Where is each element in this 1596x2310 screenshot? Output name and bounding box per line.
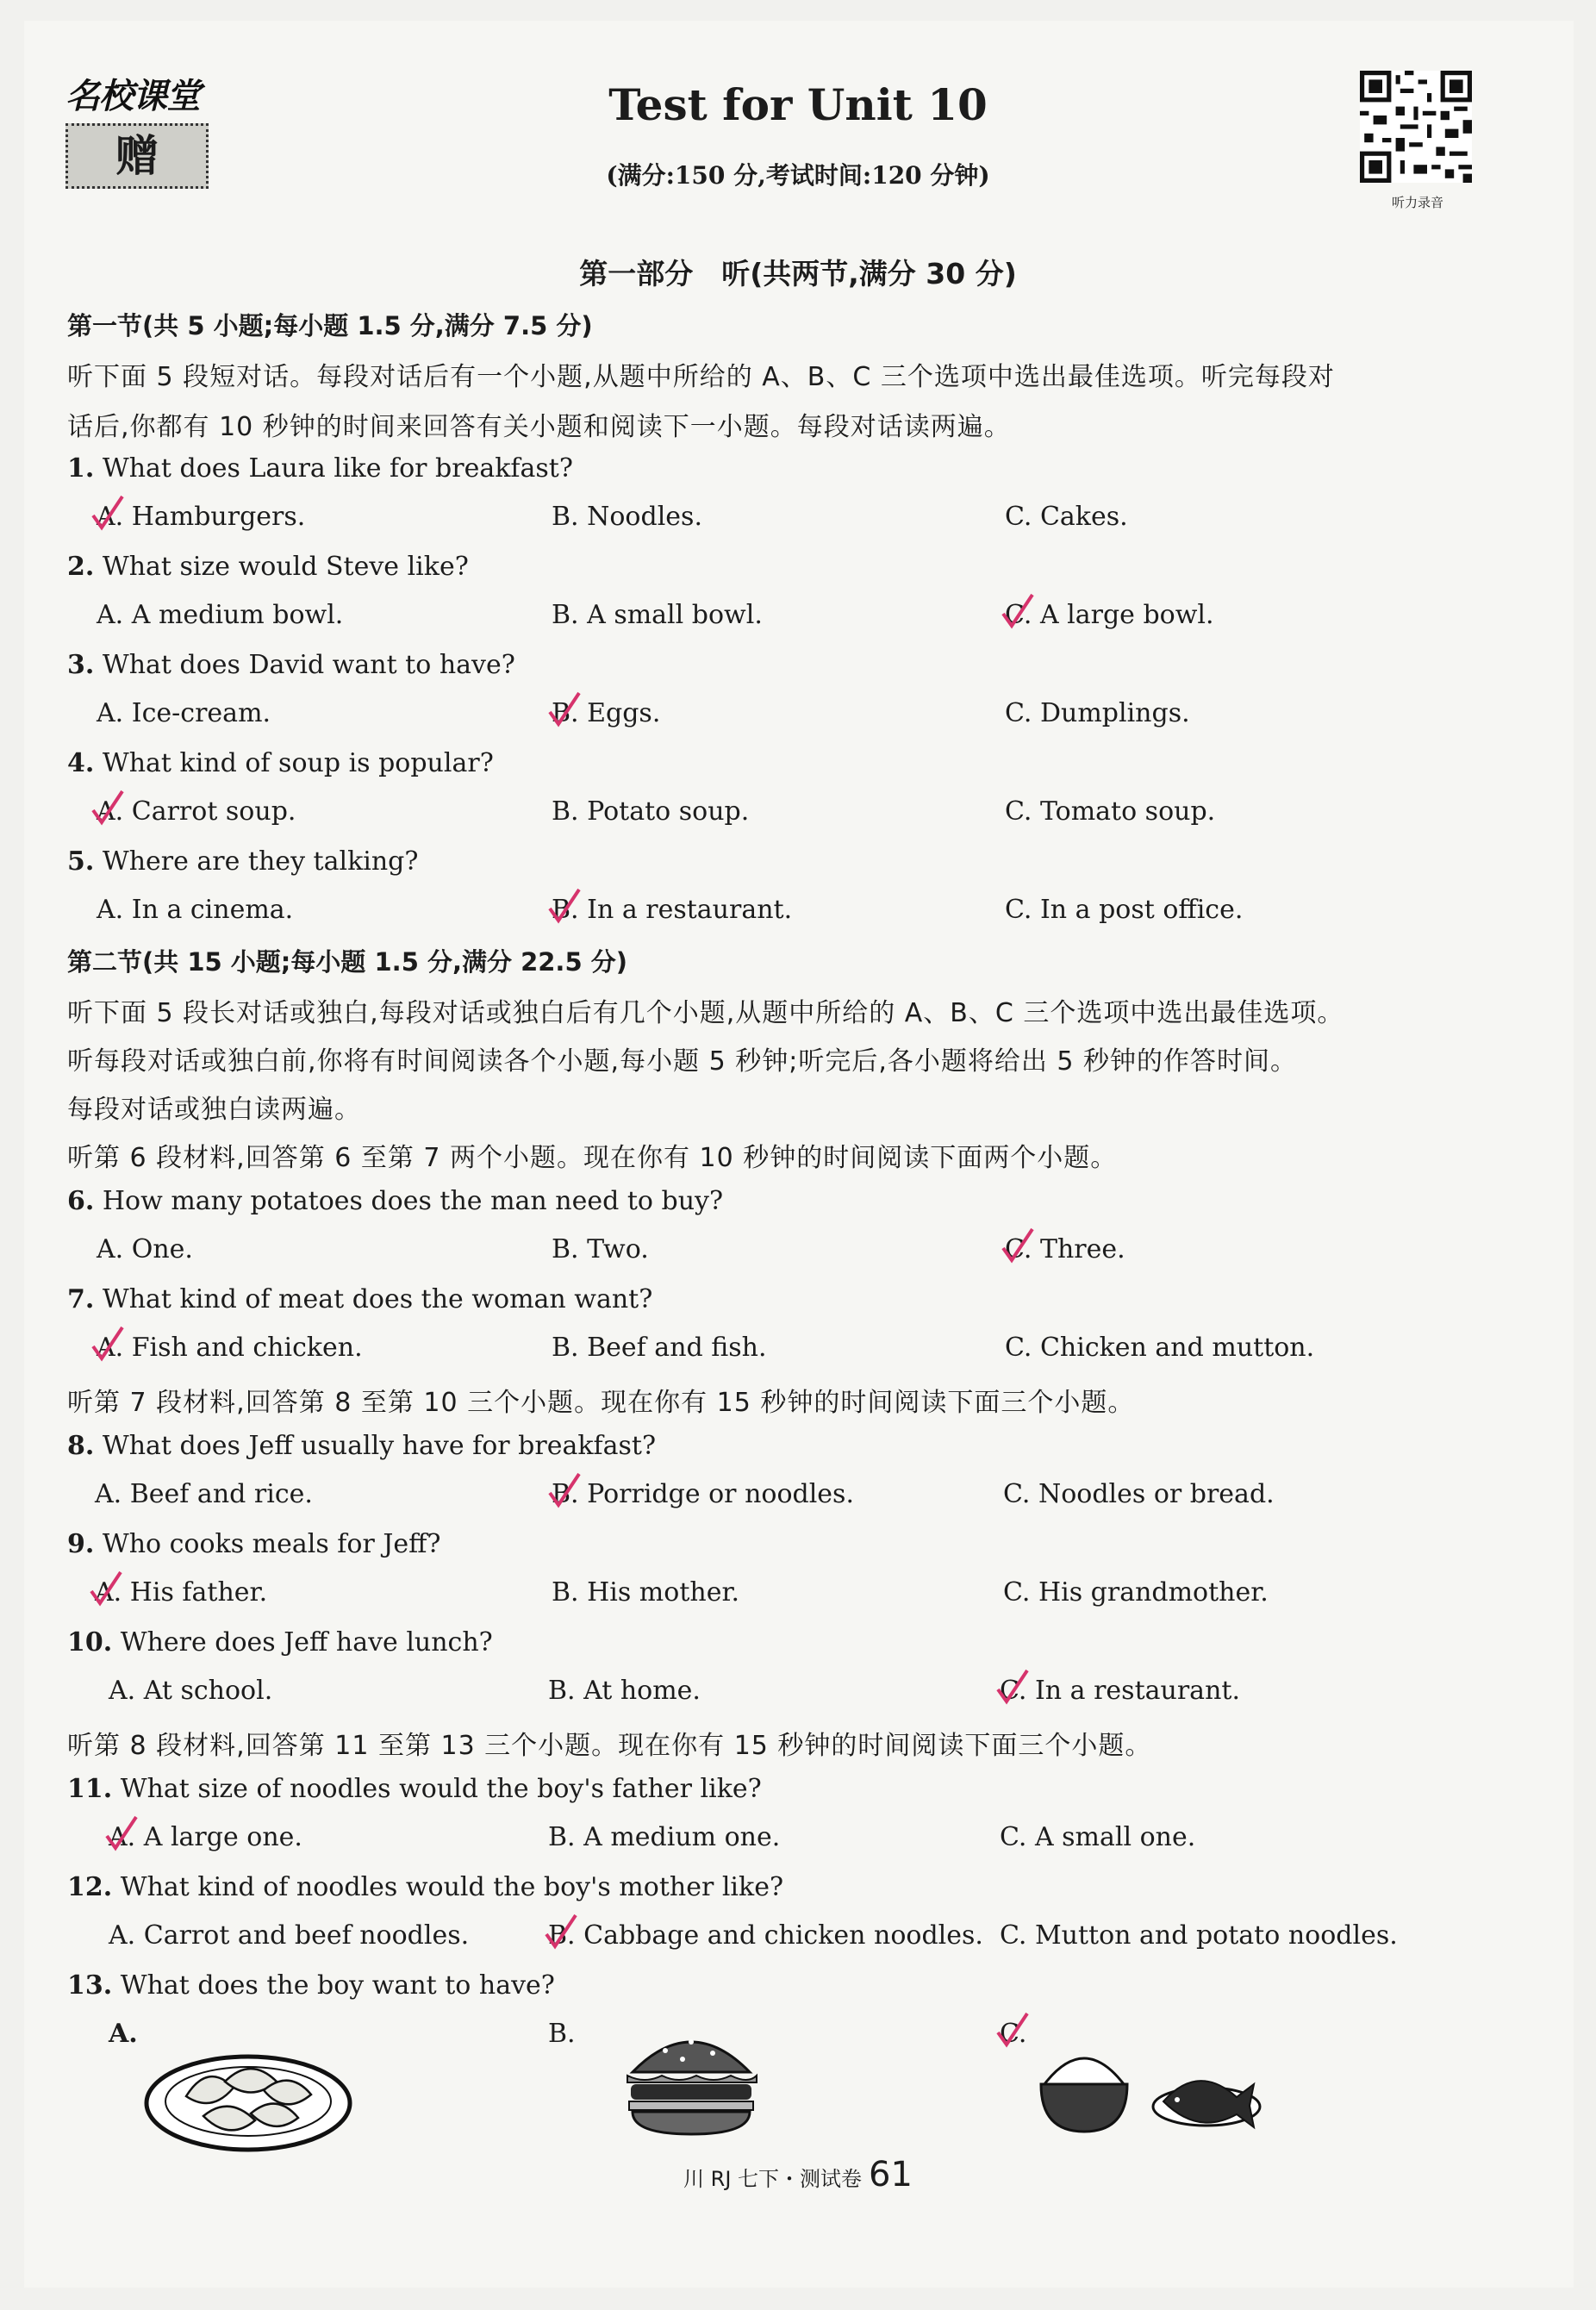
option-b[interactable]: B. xyxy=(548,2019,576,2049)
logo-badge: 赠 xyxy=(65,123,209,189)
option-a[interactable]: A. His father. xyxy=(95,1577,268,1608)
question-number: 9. xyxy=(67,1529,95,1559)
material-6-intro: 听第 6 段材料,回答第 6 至第 7 两个小题。现在你有 10 秒钟的时间阅读下面两个小题。 xyxy=(67,1143,1118,1173)
part1-title: 第一部分 听(共两节,满分 30 分) xyxy=(579,257,1017,290)
question-number: 8. xyxy=(67,1431,95,1461)
material-7-intro: 听第 7 段材料,回答第 8 至第 10 三个小题。现在你有 15 秒钟的时间阅读下面三个小题。 xyxy=(67,1388,1135,1418)
option-c[interactable]: C. A large bowl. xyxy=(1005,600,1214,630)
option-b[interactable]: B. In a restaurant. xyxy=(552,895,793,925)
question-text: What kind of soup is popular? xyxy=(102,748,494,778)
option-c[interactable]: C. His grandmother. xyxy=(1003,1577,1269,1608)
option-b[interactable]: B. Potato soup. xyxy=(552,796,750,827)
question-2 xyxy=(67,552,469,582)
question-9 xyxy=(67,1529,441,1559)
option-b[interactable]: B. Noodles. xyxy=(552,502,702,532)
question-number: 5. xyxy=(67,846,95,877)
question-text: Who cooks meals for Jeff? xyxy=(102,1529,441,1559)
qr-code-icon[interactable] xyxy=(1360,71,1472,183)
question-number: 11. xyxy=(67,1774,113,1804)
option-c[interactable]: C. Chicken and mutton. xyxy=(1005,1333,1315,1363)
option-c[interactable]: C. Noodles or bread. xyxy=(1003,1479,1275,1509)
option-b[interactable]: B. A small bowl. xyxy=(552,600,763,630)
question-10 xyxy=(67,1627,493,1658)
question-1 xyxy=(67,453,573,484)
option-c[interactable]: C. In a restaurant. xyxy=(1000,1676,1240,1706)
question-text: Where does Jeff have lunch? xyxy=(120,1627,493,1658)
question-text: What size would Steve like? xyxy=(102,552,469,582)
option-c[interactable]: C. In a post office. xyxy=(1005,895,1244,925)
option-a[interactable]: A. Fish and chicken. xyxy=(97,1333,363,1363)
option-a[interactable]: A. xyxy=(109,2019,138,2049)
section1-head: 第一节(共 5 小题;每小题 1.5 分,满分 7.5 分) xyxy=(67,311,593,340)
option-c[interactable]: C. Cakes. xyxy=(1005,502,1128,532)
option-c[interactable]: C. Dumplings. xyxy=(1005,698,1190,728)
page-title: Test for Unit 10 xyxy=(608,79,988,130)
option-c[interactable]: C. xyxy=(1000,2019,1027,2049)
section2-instruction: 听每段对话或独白前,你将有时间阅读各个小题,每小题 5 秒钟;听完后,各小题将给出 5 秒钟的作答时间。 xyxy=(67,1046,1298,1077)
option-c[interactable]: C. A small one. xyxy=(1000,1822,1196,1852)
option-b[interactable]: B. His mother. xyxy=(552,1577,740,1608)
option-a[interactable]: A. A medium bowl. xyxy=(97,600,344,630)
option-b[interactable]: B. Beef and fish. xyxy=(552,1333,767,1363)
question-text: Where are they talking? xyxy=(102,846,419,877)
material-8-intro: 听第 8 段材料,回答第 11 至第 13 三个小题。现在你有 15 秒钟的时间阅读下面三个小题。 xyxy=(67,1731,1152,1761)
question-number: 3. xyxy=(67,650,95,680)
option-a[interactable]: A. A large one. xyxy=(109,1822,302,1852)
option-b[interactable]: B. At home. xyxy=(548,1676,701,1706)
question-12 xyxy=(67,1872,783,1902)
section2-instruction: 听下面 5 段长对话或独白,每段对话或独白后有几个小题,从题中所给的 A、B、C 三个选项中选出最佳选项。 xyxy=(67,998,1344,1028)
option-c[interactable]: C. Three. xyxy=(1005,1234,1125,1264)
qr-caption: 听力录音 xyxy=(1391,195,1443,210)
option-a[interactable]: A. Carrot and beef noodles. xyxy=(109,1920,470,1951)
question-5 xyxy=(67,846,418,877)
question-4 xyxy=(67,748,494,778)
logo-text: 名校课堂 xyxy=(65,77,200,116)
question-11 xyxy=(67,1774,762,1804)
question-number: 12. xyxy=(67,1872,113,1902)
option-a[interactable]: A. One. xyxy=(97,1234,193,1264)
section2-instruction: 每段对话或独白读两遍。 xyxy=(67,1095,361,1125)
question-number: 13. xyxy=(67,1970,113,2001)
question-number: 1. xyxy=(67,453,95,484)
page-number: 61 xyxy=(869,2155,913,2194)
option-c[interactable]: C. Tomato soup. xyxy=(1005,796,1216,827)
page-footer xyxy=(0,2155,1596,2194)
option-a[interactable]: A. In a cinema. xyxy=(97,895,294,925)
section1-instruction: 话后,你都有 10 秒钟的时间来回答有关小题和阅读下一小题。每段对话读两遍。 xyxy=(67,412,1011,442)
question-7 xyxy=(67,1284,652,1314)
option-a[interactable]: A. Carrot soup. xyxy=(97,796,296,827)
question-number: 10. xyxy=(67,1627,113,1658)
question-text: How many potatoes does the man need to buy? xyxy=(102,1186,724,1216)
section1-instruction: 听下面 5 段短对话。每段对话后有一个小题,从题中所给的 A、B、C 三个选项中选出最佳选项。听完每段对 xyxy=(67,362,1335,392)
question-text: What kind of meat does the woman want? xyxy=(102,1284,653,1314)
option-b[interactable]: B. Cabbage and chicken noodles. xyxy=(548,1920,983,1951)
question-number: 7. xyxy=(67,1284,95,1314)
option-a[interactable]: A. Hamburgers. xyxy=(97,502,306,532)
dumplings-plate-icon[interactable] xyxy=(143,2043,354,2155)
option-b[interactable]: B. Porridge or noodles. xyxy=(552,1479,854,1509)
question-text: What does the boy want to have? xyxy=(120,1970,555,2001)
question-number: 2. xyxy=(67,552,95,582)
footer-label: 川 RJ 七下・测试卷 xyxy=(683,2167,863,2191)
hamburger-icon[interactable] xyxy=(622,2020,760,2143)
option-b[interactable]: B. A medium one. xyxy=(548,1822,781,1852)
question-text: What does Laura like for breakfast? xyxy=(102,453,573,484)
question-text: What does David want to have? xyxy=(102,650,515,680)
option-a[interactable]: A. At school. xyxy=(109,1676,273,1706)
option-a[interactable]: A. Beef and rice. xyxy=(95,1479,313,1509)
question-13 xyxy=(67,1970,555,2001)
question-text: What kind of noodles would the boy's mother like? xyxy=(120,1872,784,1902)
option-c[interactable]: C. Mutton and potato noodles. xyxy=(1000,1920,1398,1951)
option-b[interactable]: B. Two. xyxy=(552,1234,649,1264)
question-number: 6. xyxy=(67,1186,95,1216)
option-b[interactable]: B. Eggs. xyxy=(552,698,661,728)
question-3 xyxy=(67,650,515,680)
rice-and-fish-icon[interactable] xyxy=(1034,2034,1267,2138)
question-text: What does Jeff usually have for breakfast? xyxy=(102,1431,657,1461)
question-number: 4. xyxy=(67,748,95,778)
section2-head: 第二节(共 15 小题;每小题 1.5 分,满分 22.5 分) xyxy=(67,947,627,977)
page-subtitle: (满分:150 分,考试时间:120 分钟) xyxy=(606,161,990,190)
question-text: What size of noodles would the boy's father like? xyxy=(120,1774,762,1804)
option-a[interactable]: A. Ice-cream. xyxy=(97,698,271,728)
question-6 xyxy=(67,1186,723,1216)
question-8 xyxy=(67,1431,656,1461)
